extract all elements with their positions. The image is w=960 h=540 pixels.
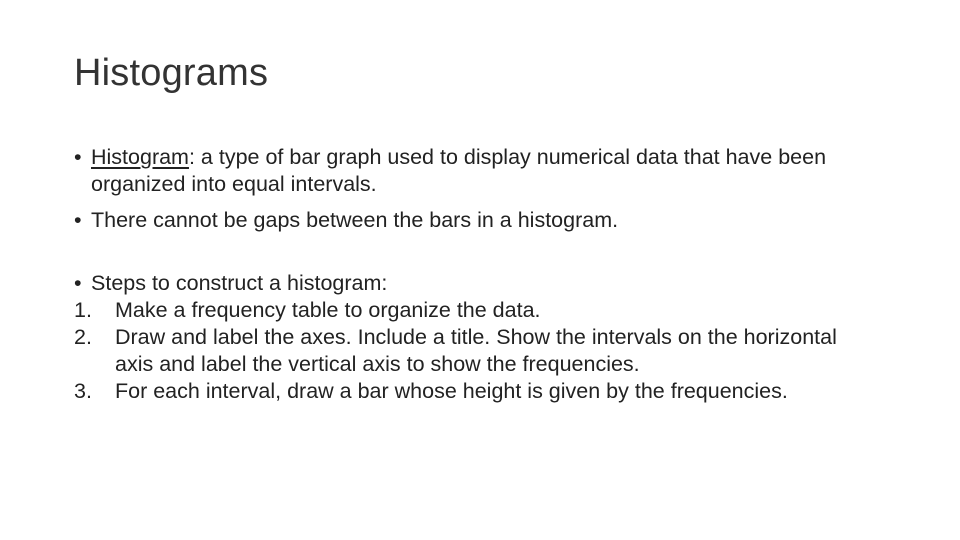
bullet-item (74, 207, 874, 234)
bullet-text (91, 144, 874, 198)
bullet-item (74, 144, 874, 198)
step-text: Make a frequency table to organize the data. (115, 298, 541, 322)
definition-term: Histogram (91, 145, 189, 169)
step-number: 3. (74, 379, 92, 403)
slide-title: Histograms (74, 52, 269, 94)
step-text: For each interval, draw a bar whose height is given by the frequencies. (115, 379, 788, 403)
bullet-marker: • (74, 271, 82, 295)
bullet-marker: • (74, 208, 82, 232)
bullet-text: There cannot be gaps between the bars in a histogram. (91, 208, 619, 232)
bullet-marker: • (74, 145, 82, 169)
step-number: 1. (74, 298, 92, 322)
numbered-step (74, 324, 874, 378)
step-number: 2. (74, 325, 92, 349)
numbered-step (74, 297, 874, 324)
step-text: Draw and label the axes. Include a title. Show the intervals on the horizontal axis and label the vertical axis to show the frequencies. (115, 325, 837, 376)
slide-body (74, 144, 874, 405)
bullet-item (74, 270, 874, 297)
numbered-step (74, 378, 874, 405)
bullet-text: Steps to construct a histogram: (91, 271, 388, 295)
definition-text: : a type of bar graph used to display numerical data that have been organized into equal intervals. (91, 145, 827, 196)
